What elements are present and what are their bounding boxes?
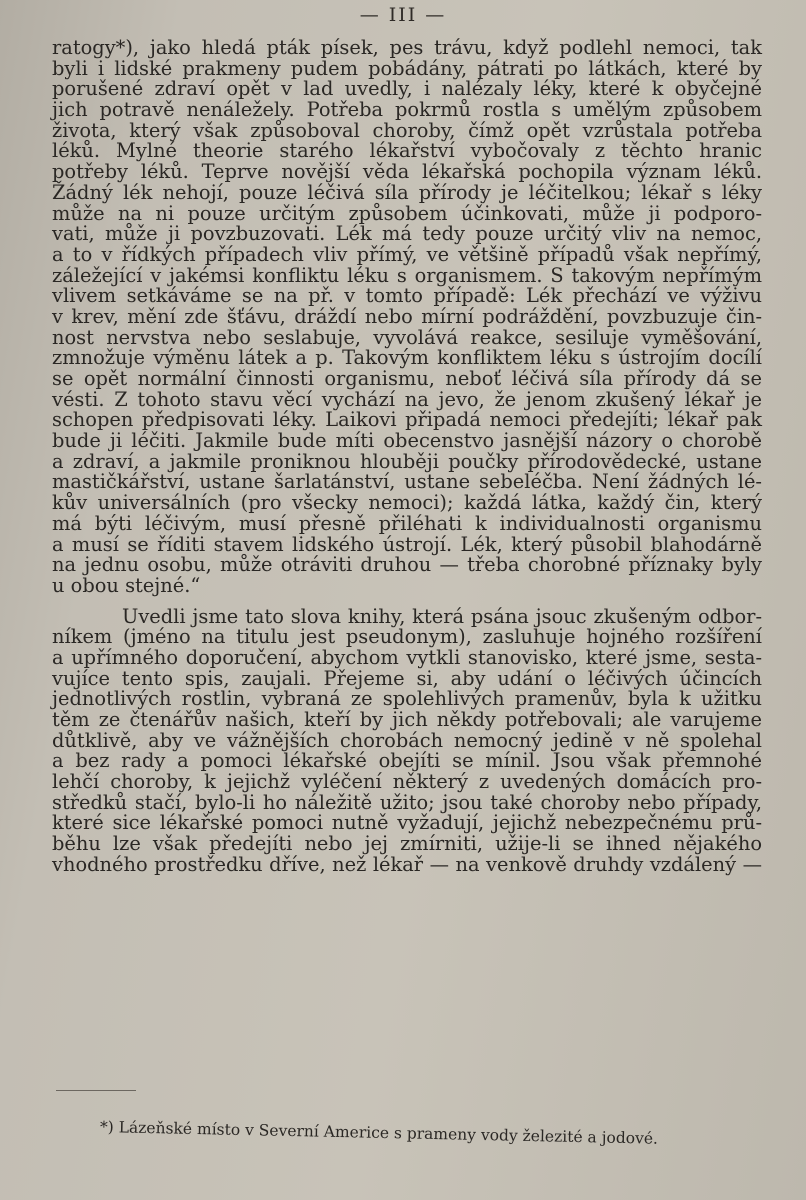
text-line: lehčí choroby, k jejichž vyléčení některý z uvedených domácích pro- <box>52 770 762 794</box>
text-line: vhodného prostředku dříve, než lékař — na venkově druhdy vzdálený — <box>52 852 762 876</box>
text-line: jich potravě nenáležely. Potřeba pokrmů rostla s umělým způsobem <box>52 98 762 122</box>
text-line: vujíce tento spis, zaujali. Přejeme si, aby udání o léčivých účincích <box>52 666 762 690</box>
text-line: vlivem setkáváme se na př. v tomto případě: Lék přechází ve výživu <box>52 284 762 308</box>
text-line: v krev, mění zde šťávu, dráždí nebo mírní podráždění, povzbuzuje čin- <box>52 304 762 328</box>
footnote-divider <box>56 1090 136 1091</box>
text-line: má býti léčivým, musí přesně přiléhati k individualnosti organismu <box>52 511 762 535</box>
text-line: se opět normální činnosti organismu, neboť léčivá síla přírody dá se <box>52 367 762 390</box>
text-line: léků. Mylné theorie starého lékařství vybočovaly z těchto hranic <box>52 139 762 163</box>
footnote: *) Lázeňské místo v Severní Americe s prameny vody železité a jodové. <box>99 1118 659 1148</box>
text-line: mastičkářství, ustane šarlatánství, ustane sebeléčba. Není žádných lé- <box>52 470 762 494</box>
text-line: které sice lékařské pomoci nutně vyžadují, jejichž nebezpečnému prů- <box>52 811 762 835</box>
text-line: Žádný lék nehojí, pouze léčivá síla přírody je léčitelkou; lékař s léky <box>52 180 762 204</box>
text-line: jednotlivých rostlin, vybraná ze spolehlivých pramenův, byla k užitku <box>52 687 762 711</box>
text-line: kův universálních (pro všecky nemoci); každá látka, každý čin, který <box>52 491 762 515</box>
text-line: níkem (jméno na titulu jest pseudonym), zasluhuje hojného rozšíření <box>52 625 762 649</box>
text-line: ratogy*), jako hledá pták písek, pes trávu, když podlehl nemoci, tak <box>52 36 762 59</box>
text-line: potřeby léků. Teprve novější věda lékařská pochopila význam léků. <box>52 160 762 184</box>
text-line: porušené zdraví opět v lad uvedly, i nalézaly léky, které k obyčejné <box>52 77 762 101</box>
page-number: — III — <box>359 4 447 26</box>
text-line: a to v řídkých případech vliv přímý, ve většině případů však nepřímý, <box>52 242 762 266</box>
text-line: důtklivě, aby ve vážnějších chorobách nemocný jedině v ně spolehal <box>52 728 762 752</box>
text-line: bude ji léčiti. Jakmile bude míti obecenstvo jasnější názory o chorobě <box>52 429 762 453</box>
text-line: a zdraví, a jakmile proniknou hlouběji poučky přírodovědecké, ustane <box>52 449 762 473</box>
text-line: a upřímného doporučení, abychom vytkli stanovisko, které jsme, sesta- <box>52 645 762 669</box>
text-line: běhu lze však předejíti nebo jej zmírniti, užije-li se ihned nějakého <box>52 832 762 856</box>
text-line: nost nervstva nebo seslabuje, vyvolává reakce, sesiluje vyměšování, <box>52 325 762 349</box>
text-line: těm ze čtenářův našich, kteří by jich někdy potřebovali; ale varujeme <box>52 708 762 731</box>
text-line: u obou stejné.“ <box>52 573 201 597</box>
text-line: života, který však způsoboval choroby, čímž opět vzrůstala potřeba <box>52 118 762 142</box>
text-line: schopen předpisovati léky. Laikovi připadá nemoci předejíti; lékař pak <box>52 408 762 432</box>
text-line: na jednu osobu, může otráviti druhou — třeba chorobné příznaky byly <box>52 553 762 577</box>
text-line: záležející v jakémsi konfliktu léku s organismem. S takovým nepřímým <box>52 263 762 287</box>
text-line: vésti. Z tohoto stavu věcí vychází na jevo, že jenom zkušený lékař je <box>52 387 762 411</box>
text-line: byli i lidské prakmeny pudem pobádány, pátrati po látkách, které by <box>52 56 762 80</box>
text-line: vati, může ji povzbuzovati. Lék má tedy pouze určitý vliv na nemoc, <box>52 222 762 246</box>
text-line: a musí se říditi stavem lidského ústrojí. Lék, který působil blahodárně <box>52 532 762 556</box>
text-line: může na ni pouze určitým způsobem účinkovati, může ji podporo- <box>52 201 762 225</box>
text-line: Uvedli jsme tato slova knihy, která psána jsouc zkušeným odbor- <box>122 604 762 628</box>
body-text <box>52 38 762 876</box>
text-line: středků stačí, bylo-li ho náležitě užito; jsou také choroby nebo případy, <box>52 790 762 814</box>
text-line: zmnožuje výměnu látek a p. Takovým konfliktem léku s ústrojím docílí <box>52 346 762 370</box>
text-line: a bez rady a pomoci lékařské obejíti se mínil. Jsou však přemnohé <box>52 749 762 773</box>
